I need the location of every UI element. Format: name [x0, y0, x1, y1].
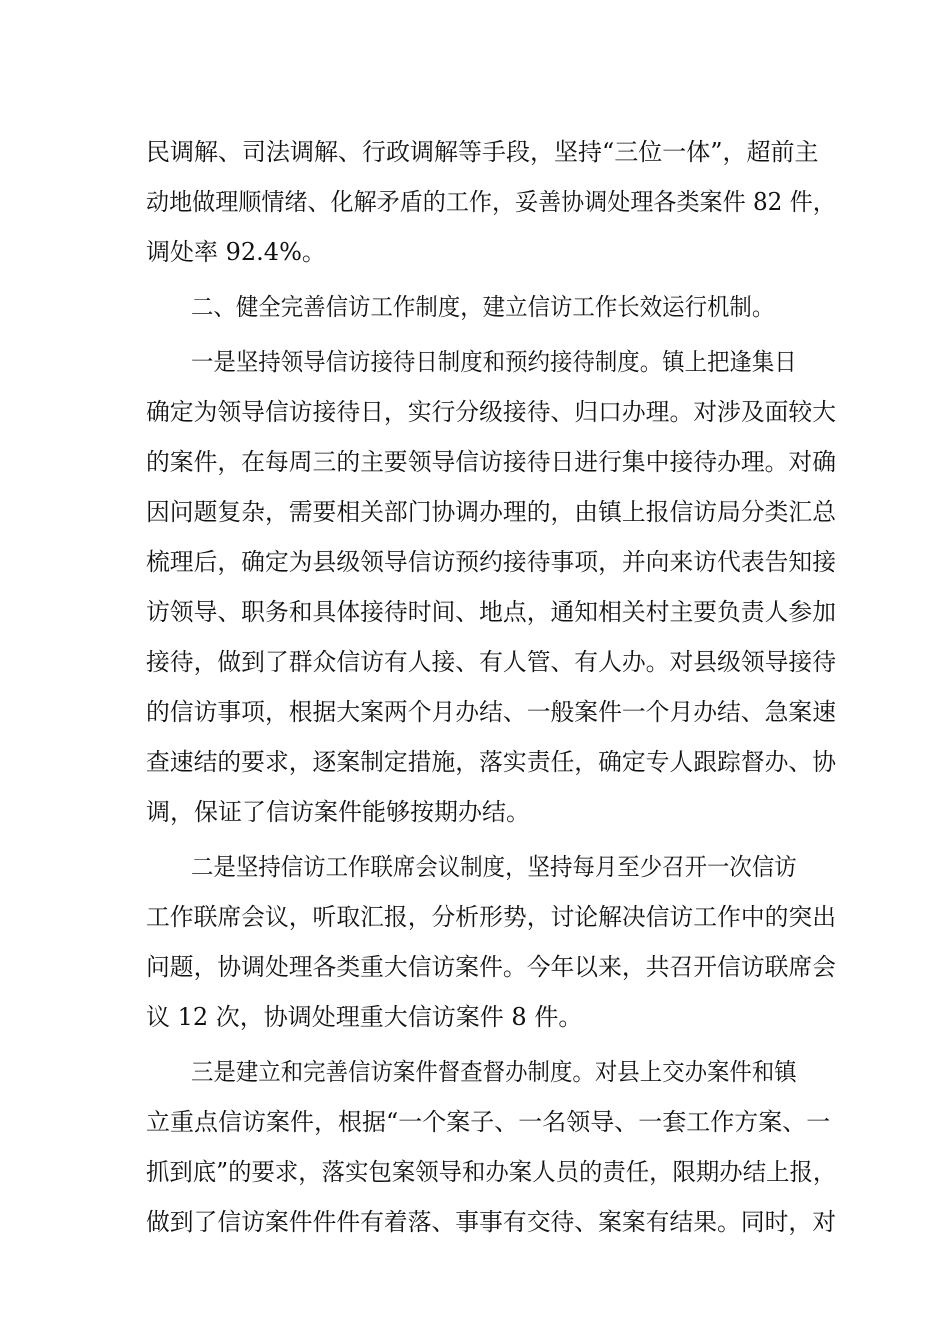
text-line: 工作联席会议，听取汇报，分析形势，讨论解决信访工作中的突出	[146, 903, 836, 931]
text-line: 二是坚持信访工作联席会议制度，坚持每月至少召开一次信访	[191, 853, 797, 881]
text-line: 的案件，在每周三的主要领导信访接待日进行集中接待办理。对确	[146, 448, 836, 476]
text-line: 三是建立和完善信访案件督查督办制度。对县上交办案件和镇	[191, 1058, 797, 1086]
text-line: 的信访事项，根据大案两个月办结、一般案件一个月办结、急案速	[146, 698, 836, 726]
text-line: 调处率 92.4%。	[146, 238, 326, 266]
text-line: 议 12 次，协调处理重大信访案件 8 件。	[146, 1003, 583, 1031]
text-line: 一是坚持领导信访接待日制度和预约接待制度。镇上把逢集日	[191, 348, 797, 376]
text-line: 问题，协调处理各类重大信访案件。今年以来，共召开信访联席会	[146, 953, 836, 981]
text-line: 立重点信访案件，根据“一个案子、一名领导、一套工作方案、一	[146, 1108, 831, 1136]
text-line: 做到了信访案件件件有着落、事事有交待、案案有结果。同时，对	[146, 1208, 836, 1236]
section-heading: 二、健全完善信访工作制度，建立信访工作长效运行机制。	[191, 293, 775, 321]
text-line: 抓到底”的要求，落实包案领导和办案人员的责任，限期办结上报，	[146, 1158, 837, 1186]
text-line: 访领导、职务和具体接待时间、地点，通知相关村主要负责人参加	[146, 598, 836, 626]
text-line: 确定为领导信访接待日，实行分级接待、归口办理。对涉及面较大	[146, 398, 836, 426]
text-line: 调，保证了信访案件能够按期办结。	[146, 798, 530, 826]
text-line: 动地做理顺情绪、化解矛盾的工作，妥善协调处理各类案件 82 件，	[146, 188, 836, 216]
text-line: 接待，做到了群众信访有人接、有人管、有人办。对县级领导接待	[146, 648, 836, 676]
text-line: 查速结的要求，逐案制定措施，落实责任，确定专人跟踪督办、协	[146, 748, 836, 776]
text-line: 因问题复杂，需要相关部门协调办理的，由镇上报信访局分类汇总	[146, 498, 836, 526]
text-line: 民调解、司法调解、行政调解等手段，坚持“三位一体”，超前主	[146, 138, 819, 166]
text-line: 梳理后，确定为县级领导信访预约接待事项，并向来访代表告知接	[146, 548, 836, 576]
